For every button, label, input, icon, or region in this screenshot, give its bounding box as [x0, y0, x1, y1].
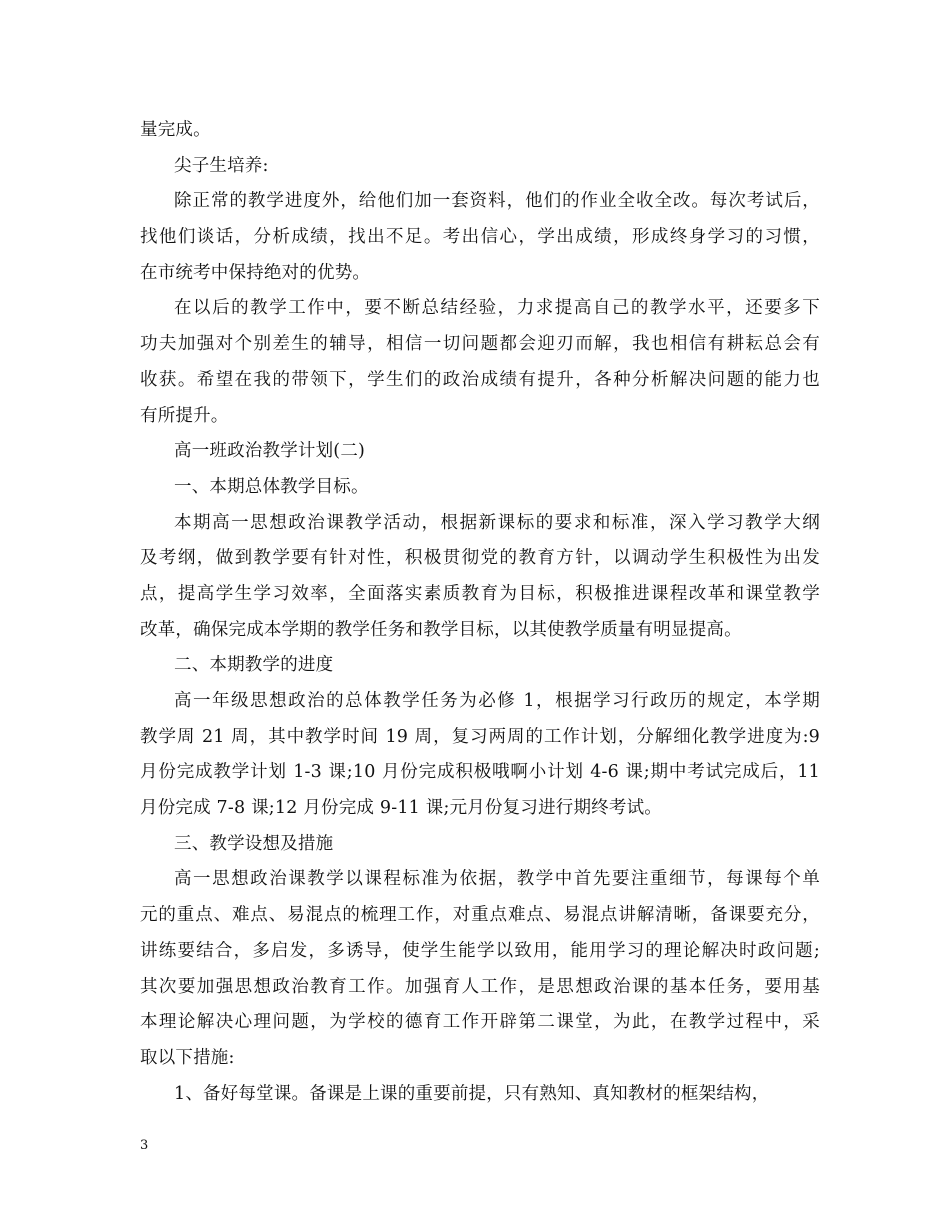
paragraph-line: 找他们谈话，分析成绩，找出不足。考出信心，学出成绩，形成终身学习的习惯， [140, 227, 820, 248]
paragraph-line: 功夫加强对个别差生的辅导，相信一切问题都会迎刃而解，我也相信有耕耘总会有 [140, 334, 820, 355]
paragraph-line: 收获。希望在我的带领下，学生们的政治成绩有提升，各种分析解决问题的能力也 [140, 369, 820, 390]
paragraph-line: 取以下措施: [140, 1047, 235, 1068]
paragraph-line: 本期高一思想政治课教学活动，根据新课标的要求和标准，深入学习教学大纲 [174, 512, 820, 533]
paragraph-line: 讲练要结合，多启发，多诱导，使学生能学以致用，能用学习的理论解决时政问题; [140, 940, 820, 961]
section-title: 高一班政治教学计划(二) [174, 441, 366, 462]
heading-top-students: 尖子生培养: [174, 155, 269, 176]
paragraph-line: 高一思想政治课教学以课程标准为依据，教学中首先要注重细节，每课每个单 [174, 869, 820, 890]
paragraph-line: 点，提高学生学习效率，全面落实素质教育为目标，积极推进课程改革和课堂教学 [140, 583, 820, 604]
paragraph-line: 元的重点、难点、易混点的梳理工作，对重点难点、易混点讲解清晰，备课要充分， [140, 905, 820, 926]
paragraph-line: 量完成。 [140, 120, 211, 140]
paragraph-line: 其次要加强思想政治教育工作。加强育人工作，是思想政治课的基本任务，要用基 [140, 976, 820, 997]
paragraph-line: 在市统考中保持绝对的优势。 [140, 262, 371, 283]
paragraph-line: 及考纲，做到教学要有针对性，积极贯彻党的教育方针，以调动学生积极性为出发 [140, 548, 820, 569]
paragraph-line: 改革，确保完成本学期的教学任务和教学目标，以其使教学质量有明显提高。 [140, 619, 742, 640]
paragraph-line: 有所提升。 [140, 405, 229, 426]
section-heading: 二、本期教学的进度 [174, 655, 334, 676]
paragraph-line: 月份完成 7-8 课;12 月份完成 9-11 课;元月份复习进行期终考试。 [140, 798, 662, 819]
section-heading: 一、本期总体教学目标。 [174, 476, 369, 497]
section-heading: 三、教学设想及措施 [174, 833, 334, 854]
page-number: 3 [140, 1138, 149, 1153]
document-body [140, 113, 820, 1112]
paragraph-line: 教学周 21 周，其中教学时间 19 周，复习两周的工作计划，分解细化教学进度为:9 [140, 726, 820, 747]
paragraph-line: 在以后的教学工作中，要不断总结经验，力求提高自己的教学水平，还要多下 [174, 298, 820, 319]
paragraph-line: 高一年级思想政治的总体教学任务为必修 1，根据学习行政历的规定，本学期 [174, 691, 820, 711]
paragraph-line: 除正常的教学进度外，给他们加一套资料，他们的作业全收全改。每次考试后， [174, 191, 820, 212]
paragraph-line: 月份完成教学计划 1-3 课;10 月份完成积极哦啊小计划 4-6 课;期中考试完成后，11 [140, 762, 820, 783]
paragraph-line: 1、备好每堂课。备课是上课的重要前提，只有熟知、真知教材的框架结构， [174, 1083, 770, 1104]
paragraph-line: 本理论解决心理问题，为学校的德育工作开辟第二课堂，为此，在教学过程中，采 [140, 1012, 820, 1033]
